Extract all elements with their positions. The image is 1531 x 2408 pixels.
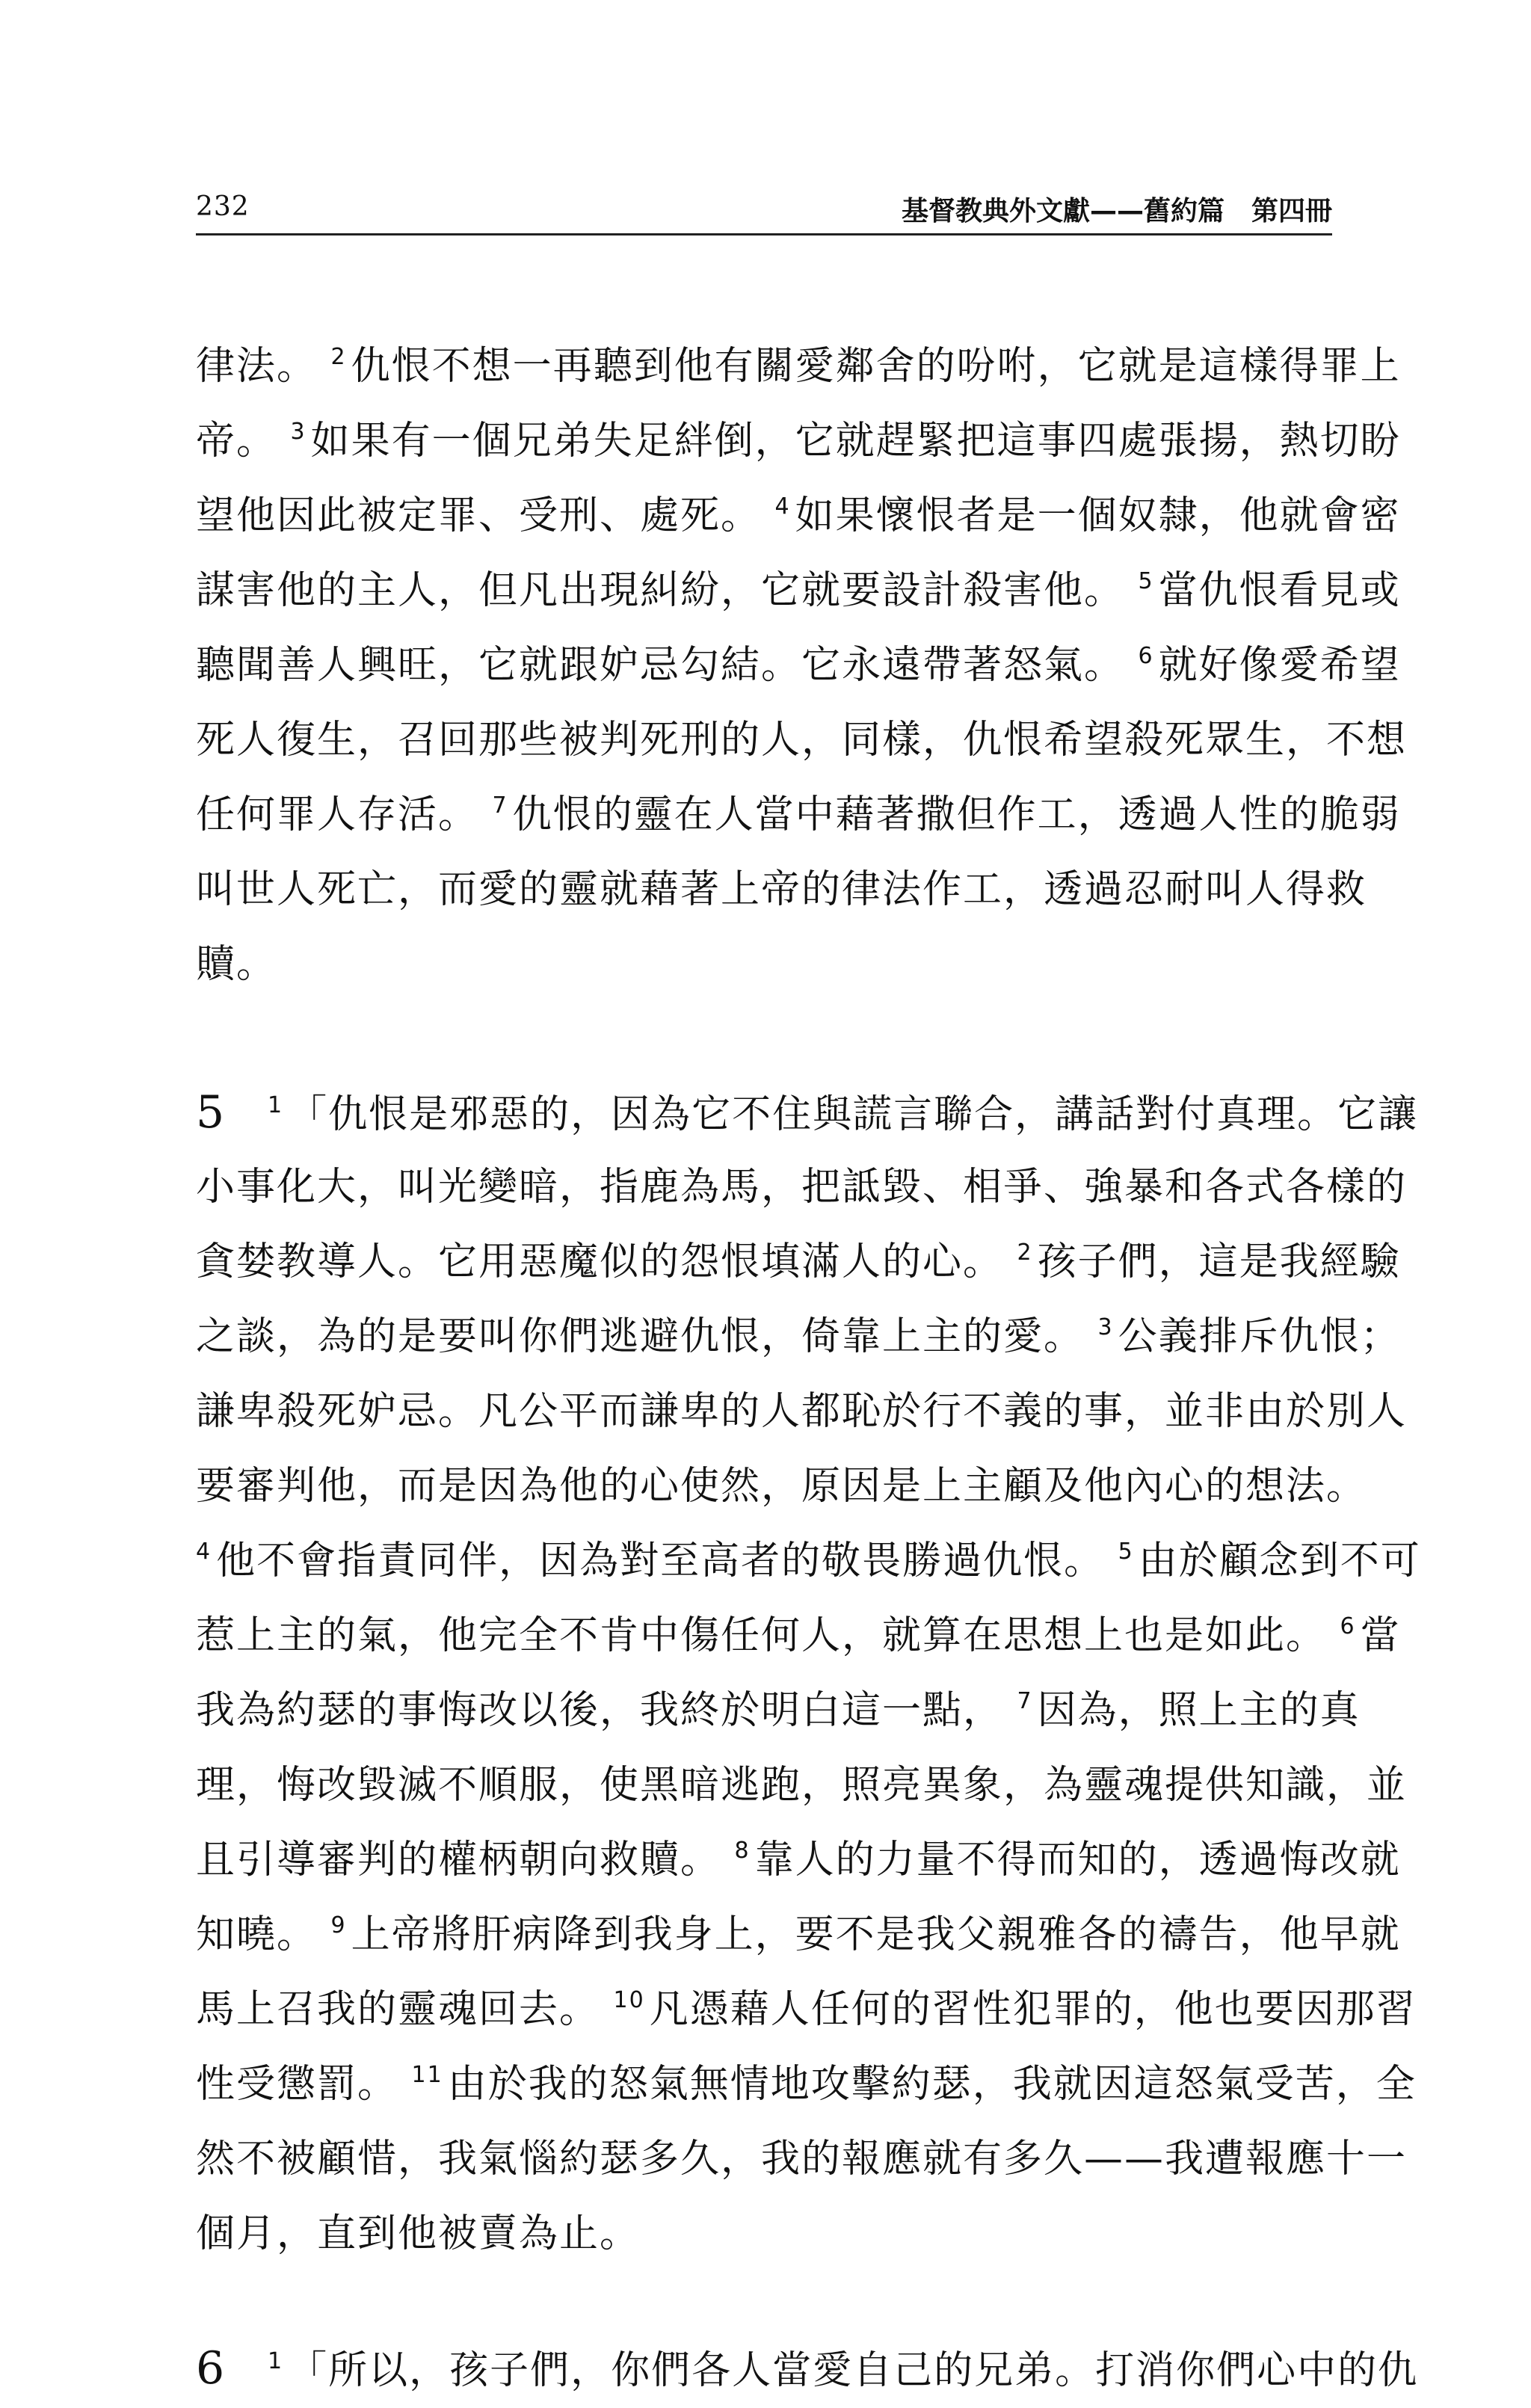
text-line: 謙卑殺死妒忌。凡公平而謙卑的人都恥於行不義的事，並非由於別人 xyxy=(196,1389,1408,1434)
verse-number: 9 xyxy=(330,1912,347,1939)
verse-number: 11 xyxy=(411,2062,443,2088)
text-line: 望他因此被定罪、受刑、處死。 $^4$ 如果懷恨者是一個奴隸，他就會密 xyxy=(196,493,1401,538)
text-line: 謀害他的主人，但凡出現糾紛，它就要設計殺害他。 $^5$ 當仇恨看見或 xyxy=(196,568,1401,613)
verse-number: 1 xyxy=(268,2348,284,2374)
text-line: 我為約瑟的事悔改以後，我終於明白這一點， $^7$ 因為，照上主的真 xyxy=(196,1688,1361,1733)
verse-number: 4 xyxy=(196,1539,212,1565)
text-line: 性受懲罰。 $^{11}$ 由於我的怒氣無情地攻擊約瑟，我就因這怒氣受苦，全 xyxy=(196,2062,1417,2107)
text-line: 叫世人死亡，而愛的靈就藉著上帝的律法作工，透過忍耐叫人得救 xyxy=(196,867,1367,912)
text-line: 小事化大，叫光變暗，指鹿為馬，把詆毀、相爭、強暴和各式各樣的 xyxy=(196,1165,1408,1210)
verse-number: 10 xyxy=(613,1987,645,2013)
verse-number: 5 xyxy=(1118,1539,1134,1565)
chapter-number: 6 xyxy=(196,2342,227,2395)
text-line: 死人復生，召回那些被判死刑的人，同樣，仇恨希望殺死眾生，不想 xyxy=(196,718,1408,763)
text-line: 且引導審判的權柄朝向救贖。 $^8$ 靠人的力量不得而知的，透過悔改就 xyxy=(196,1838,1401,1882)
verse-number: 7 xyxy=(492,792,508,819)
verse-number: 1 xyxy=(268,1092,284,1118)
text-line: 理，悔改毀滅不順服，使黑暗逃跑，照亮異象，為靈魂提供知識，並 xyxy=(196,1763,1408,1808)
verse-number: 8 xyxy=(734,1838,751,1864)
verse-number: 2 xyxy=(1017,1240,1033,1266)
running-title: 基督教典外文獻——舊約篇 第四冊 xyxy=(901,196,1332,227)
chapter-number: 5 xyxy=(196,1086,227,1139)
verse-number: 5 xyxy=(1138,568,1154,594)
text-line: 個月，直到他被賣為止。 xyxy=(196,2211,641,2256)
chapter-gap xyxy=(196,2271,1332,2331)
verse-number: 2 xyxy=(330,344,347,370)
text-line: 馬上召我的靈魂回去。 $^{10}$ 凡憑藉人任何的習性犯罪的，他也要因那習 xyxy=(196,1987,1417,2032)
text-line: 知曉。 $^9$ 上帝將肝病降到我身上，要不是我父親雅各的禱告，他早就 xyxy=(196,1912,1401,1957)
text-line: 任何罪人存活。 $^7$ 仇恨的靈在人當中藉著撒但作工，透過人性的脆弱 xyxy=(196,792,1401,837)
verse-number: 3 xyxy=(290,419,306,445)
text-line: 贖。 xyxy=(196,942,277,987)
verse-number: 3 xyxy=(1097,1314,1114,1340)
text-line: 惹上主的氣，他完全不肯中傷任何人，就算在思想上也是如此。 $^6$ 當 xyxy=(196,1613,1401,1658)
text-line: 然不被顧惜，我氣惱約瑟多久，我的報應就有多久——我遭報應十一 xyxy=(196,2137,1408,2181)
body-text xyxy=(196,329,1421,2406)
text-line: 帝。 $^3$ 如果有一個兄弟失足絆倒，它就趕緊把這事四處張揚，熱切盼 xyxy=(196,419,1401,464)
chapter-gap xyxy=(196,1002,1332,1075)
text-line: 律法。 $^2$ 仇恨不想一再聽到他有關愛鄰舍的吩咐，它就是這樣得罪上 xyxy=(196,344,1401,389)
chapter-6-first-line: 6 $^1$ 「所以，孩子們，你們各人當愛自己的兄弟。打消你們心中的仇 xyxy=(196,2331,1332,2406)
text-line: 要審判他，而是因為他的心使然，原因是上主顧及他內心的想法。 xyxy=(196,1464,1367,1509)
text-line: 貪婪教導人。它用惡魔似的怨恨填滿人的心。 $^2$ 孩子們，這是我經驗 xyxy=(196,1240,1401,1284)
text-line: 聽聞善人興旺，它就跟妒忌勾結。它永遠帶著怒氣。 $^6$ 就好像愛希望 xyxy=(196,643,1401,688)
verse-number: 6 xyxy=(1340,1613,1356,1639)
verse-number: 6 xyxy=(1138,643,1154,669)
text-line: 之談，為的是要叫你們逃避仇恨，倚靠上主的愛。 $^3$ 公義排斥仇恨； xyxy=(196,1314,1401,1359)
verse-number: 4 xyxy=(774,493,791,520)
chapter-5-first-line: 5 $^1$ 「仇恨是邪惡的，因為它不住與謊言聯合，講話對付真理。它讓 xyxy=(196,1075,1332,1150)
page-number: 232 xyxy=(196,191,250,222)
verse-number: 7 xyxy=(1017,1688,1033,1714)
page-header xyxy=(196,187,1332,235)
text-line: $^4$ 他不會指責同伴，因為對至高者的敬畏勝過仇恨。 $^5$ 由於顧念到不可 xyxy=(196,1539,1421,1583)
